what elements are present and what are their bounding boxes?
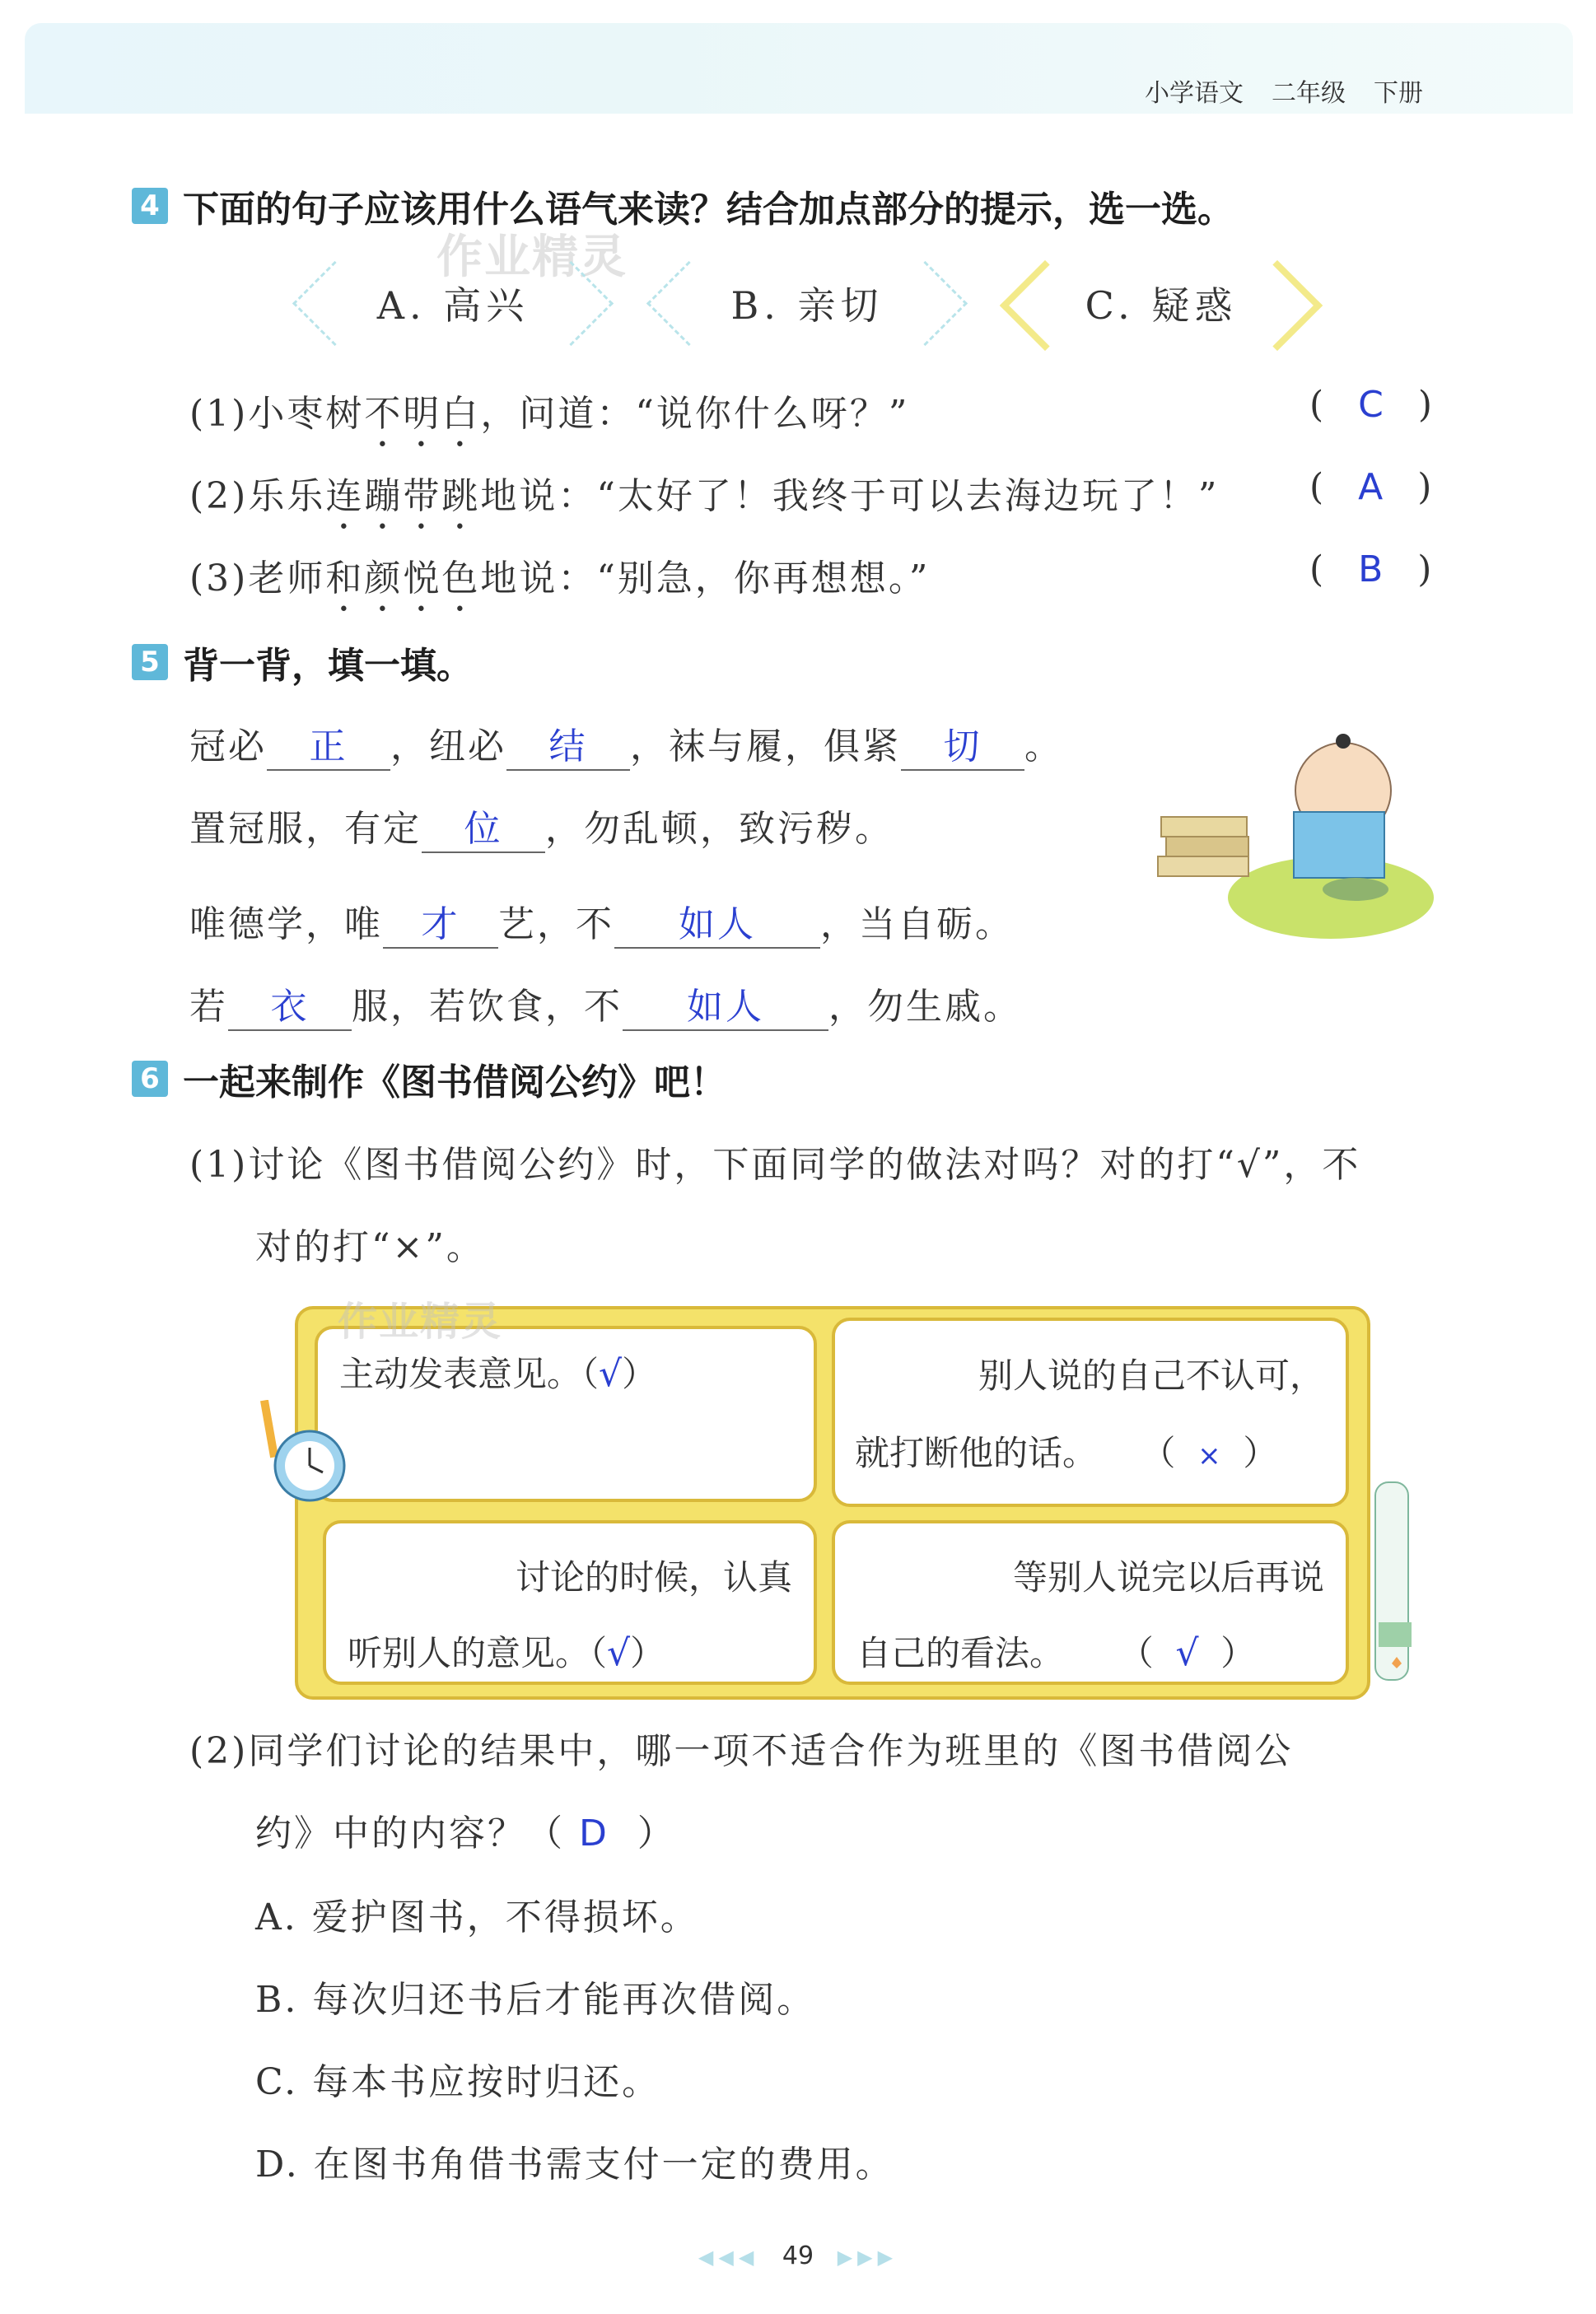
fill-blank: 如人 xyxy=(623,977,828,1031)
q5-title: 背一背，填一填。 xyxy=(183,645,473,687)
q4-answer-3: ( B ) xyxy=(1309,548,1432,590)
q6-part2-line1: (2)同学们讨论的结果中，哪一项不适合作为班里的《图书借阅公 xyxy=(189,1730,1294,1772)
header-grade: 二年级 xyxy=(1272,79,1346,108)
q4-option-a-label: A. 高兴 xyxy=(376,283,530,328)
page-header xyxy=(1145,72,1423,109)
card-4: 等别人说完以后再说 自己的看法。 （ √ ） xyxy=(832,1520,1349,1685)
q4-option-c-label: C. 疑惑 xyxy=(1085,283,1238,328)
q4-option-b-label: B. 亲切 xyxy=(730,283,884,328)
q4-option-row xyxy=(296,262,1334,344)
q4-item-2: (2)乐乐连蹦带跳地说：“太好了！我终于可以去海边玩了！” xyxy=(189,475,1220,517)
card-2: 别人说的自己不认可， 就打断他的话。 （ × ） xyxy=(832,1318,1349,1507)
q4-answer-1: ( C ) xyxy=(1309,384,1432,426)
q6-part1-line2: 对的打“×”。 xyxy=(255,1226,485,1268)
q6-heading xyxy=(132,1052,726,1105)
fill-blank: 衣 xyxy=(228,977,352,1031)
q4-title: 下面的句子应该用什么语气来读？结合加点部分的提示，选一选。 xyxy=(183,189,1234,231)
fill-blank: 正 xyxy=(267,716,390,771)
discussion-board xyxy=(295,1306,1370,1700)
chevron-left-icon xyxy=(646,261,731,346)
chevron-right-icon xyxy=(529,261,614,346)
q5-line-2: 置冠服，有定 位 ，勿乱顿，致污秽。 xyxy=(189,799,894,853)
q6-choice-c: C. 每本书应按时归还。 xyxy=(255,2061,661,2103)
q5-number: 5 xyxy=(132,644,168,680)
q4-item-1: (1)小枣树不明白，问道：“说你什么呀？” xyxy=(189,393,910,435)
chevron-left-icon xyxy=(1000,260,1090,351)
card-3: 讨论的时候，认真 听别人的意见。（√） xyxy=(323,1520,817,1685)
q5-line-3: 唯德学，唯 才 艺，不 如人 ，当自砺。 xyxy=(189,894,1014,949)
dotted-emphasis: 和颜悦色 xyxy=(325,558,481,599)
chevron-right-icon xyxy=(1232,260,1323,351)
q4-option-a xyxy=(296,262,609,344)
q4-option-b xyxy=(651,262,964,344)
q5-heading xyxy=(132,636,473,688)
fill-blank: 如人 xyxy=(614,894,820,949)
q5-line-4: 若 衣 服，若饮食，不 如人 ，勿生戚。 xyxy=(189,977,1022,1031)
chevron-right-icon xyxy=(883,261,968,346)
fill-blank: 结 xyxy=(506,716,630,771)
chevron-left-icon xyxy=(292,261,377,346)
q6-choice-d: D. 在图书角借书需支付一定的费用。 xyxy=(255,2144,894,2186)
q6-part2-line2: 约》中的内容？（ D ） xyxy=(255,1812,676,1854)
left-arrows-icon: ◀◀◀ xyxy=(698,2246,759,2269)
scroll-illustration xyxy=(1367,1474,1433,1688)
watermark-logo-2: 作业精灵 xyxy=(338,1299,503,1345)
q5-line-1: 冠必 正 ，纽必 结 ，袜与履，俱紧 切 。 xyxy=(189,716,1063,771)
q4-item-3: (3)老师和颜悦色地说：“别急，你再想想。” xyxy=(189,558,931,599)
q6-number: 6 xyxy=(132,1061,168,1097)
watermark-logo: 作业精灵 xyxy=(436,231,628,284)
dotted-emphasis: 不明白 xyxy=(364,393,481,435)
page-footer xyxy=(0,2242,1596,2270)
q6-choice-a: A. 爱护图书，不得损坏。 xyxy=(255,1896,699,1938)
fill-blank: 才 xyxy=(383,894,498,949)
q4-option-c xyxy=(1005,262,1318,344)
q4-heading xyxy=(132,180,1234,232)
dotted-emphasis: 连蹦带跳 xyxy=(325,475,481,517)
fill-blank: 位 xyxy=(422,799,545,853)
right-arrows-icon: ▶▶▶ xyxy=(837,2246,898,2269)
q4-number: 4 xyxy=(132,188,168,224)
fill-blank: 切 xyxy=(901,716,1024,771)
q6-choice-b: B. 每次归还书后才能再次借阅。 xyxy=(255,1979,816,2021)
q4-answer-2: ( A ) xyxy=(1309,466,1432,508)
page-number: 49 xyxy=(782,2242,814,2270)
q6-title: 一起来制作《图书借阅公约》吧！ xyxy=(183,1061,726,1103)
card-1: 主动发表意见。（√） xyxy=(315,1326,817,1502)
clock-mascot-illustration xyxy=(260,1400,351,1515)
q6-part1-line1: (1)讨论《图书借阅公约》时，下面同学的做法对吗？对的打“√”，不 xyxy=(189,1144,1361,1186)
reading-child-illustration xyxy=(1150,733,1438,947)
header-volume: 下册 xyxy=(1374,79,1423,108)
header-subject: 小学语文 xyxy=(1145,79,1244,108)
